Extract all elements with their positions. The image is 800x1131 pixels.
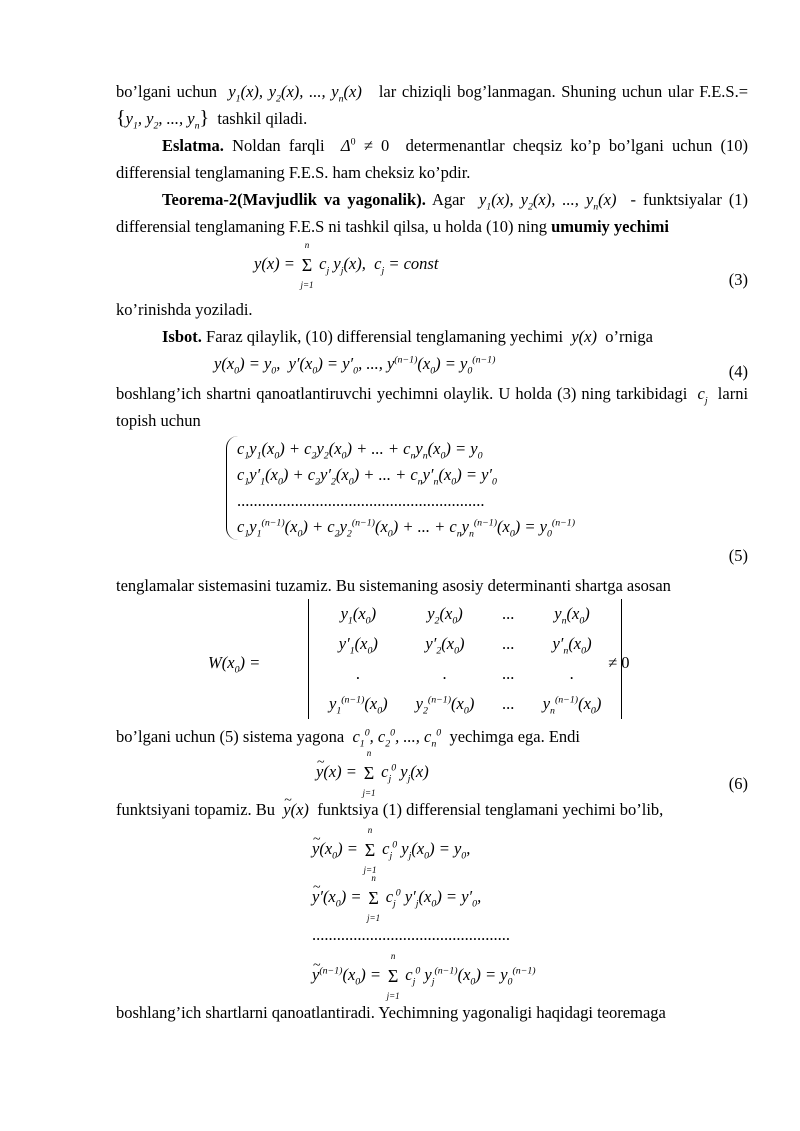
equation-number-4: (4) bbox=[728, 362, 748, 381]
equation-5-system: $c_1y_1(x_0) + c_2y_2(x_0)$ + ... + $c_ny_n(x_0) = y_0$ $c_1y'_1(x_0) + c_2y'_2(x_0)$ + ... + $c_ny'_n(x_0) = y'_0$ ............................................................ $c_1y_1^{(n-1)}(x_0) + c_2y_2^{(n-1)}(x_0)$ + ... + $c_ny_n^{(n-1)}(x_0) = y_0^{(n-1)}$ (5) bbox=[116, 434, 748, 572]
text-after-determinant: bo’lgani uchun (5) sistema yagona $c_1^0$, $c_2^0$, ..., $c_n^0$ yechimga ega. Endi bbox=[116, 727, 581, 750]
formula-y-list: $y_1(x)$, $y_2(x)$, ..., $y_n(x)$ bbox=[222, 82, 368, 105]
paragraph-1: bo’lgani uchun $y_1(x)$, $y_2(x)$, ..., $y_n(x)$ lar chiziqli bog’lanmagan. Shuning uchun ular $F.E.S.=\{y_1$, $y_2$, ..., $y_n$} tashkil qiladi. bbox=[116, 82, 749, 132]
text-after-eq3: ko’rinishda yoziladi. bbox=[116, 300, 253, 319]
equation-3: y(x) = n Σ j=1 $c_j$ $y_j(x)$, $c_j$ = const (3) bbox=[116, 240, 748, 296]
equation-6: ~ y(x) = n Σ j=1 $c_j^0$ $y_j(x)$ (6) bbox=[116, 750, 748, 796]
document-page bbox=[116, 78, 748, 1026]
text-after-eq5: tenglamalar sistemasini tuzamiz. Bu sistemaning asosiy determinanti shartga asosan bbox=[116, 576, 671, 595]
equation-7-conditions: ~ $y(x_0)$ = n Σ j=1 $c_j^0$ $y_j(x_0) = y_0$, ~ $y'(x_0)$ = n Σ j=1 $c_j^0$ $y'_j(x_0) = y'_0$, ................................................ ~ $y^{(n-1)}(x_0)$ = n Σ j=1 $c_j^0$ $y_j^{(n-1)}(x_0) = y_0^{(n-1)}$ bbox=[116, 823, 748, 999]
formula-y-list-2: $y_1(x)$, $y_2(x)$, ..., $y_n(x)$ bbox=[471, 190, 624, 213]
text-after-eq6: funktsiyani topamiz. Bu ~ y(x) funktsiya (1) differensial tenglamani yechimi bo’lib, bbox=[116, 796, 748, 823]
equation-number-5: (5) bbox=[728, 546, 748, 565]
text-after-eq4: boshlang’ich shartni qanoatlantiruvchi yechimni olaylik. U holda (3) ning tarkibidagi $c_j$ larni topish uchun bbox=[116, 384, 749, 430]
formula-fes-set: {$y_1$, $y_2$, ..., $y_n$} bbox=[116, 107, 210, 132]
eslatma-paragraph: Eslatma. Noldan farqli $\Delta^0 \ne 0$ determenantlar cheqsiz ko’p bo’lgani uchun (10) differensial tenglamaning F.E.S. ham cheksiz ko’pdir. bbox=[116, 136, 749, 182]
equation-number-3: (3) bbox=[728, 270, 748, 289]
formula-delta-nonzero: $\Delta^0 \ne 0$ bbox=[332, 136, 390, 155]
isbot-paragraph: Isbot. Faraz qilaylik, (10) differensial tenglamaning yechimi y(x) o’rniga bbox=[162, 327, 653, 346]
wronskian-determinant: $W(x_0)$ = $y_1(x_0)$ $y_2(x_0)$ ... $y_n(x_0)$ $y'_1(x_0)$ $y'_2(x_0)$ ... $y'_n(x_0)$ . . ... . $y_1^{(n-1)}(x_0)$ $y_2^{(n-1)}(x_0)$ ... $y_n^{(n-1)}(x_0)$ ≠ 0 bbox=[116, 599, 748, 723]
equation-4: $y(x_0) = y_0$, $y'(x_0) = y'_0$, ..., $y^{(n-1)}(x_0) = y_0^{(n-1)}$ (4) bbox=[116, 350, 748, 380]
final-paragraph: boshlang’ich shartlarni qanoatlantiradi. Yechimning yagonaligi haqidagi teoremaga bbox=[116, 1003, 666, 1022]
teorema-paragraph: Teorema-2(Mavjudlik va yagonalik). Agar $y_1(x)$, $y_2(x)$, ..., $y_n(x)$ - funktsiyalar (1) differensial tenglamaning F.E.S ni tashkil qilsa, u holda (10) ning umumiy yechimi bbox=[116, 190, 749, 236]
equation-number-6: (6) bbox=[728, 774, 748, 793]
